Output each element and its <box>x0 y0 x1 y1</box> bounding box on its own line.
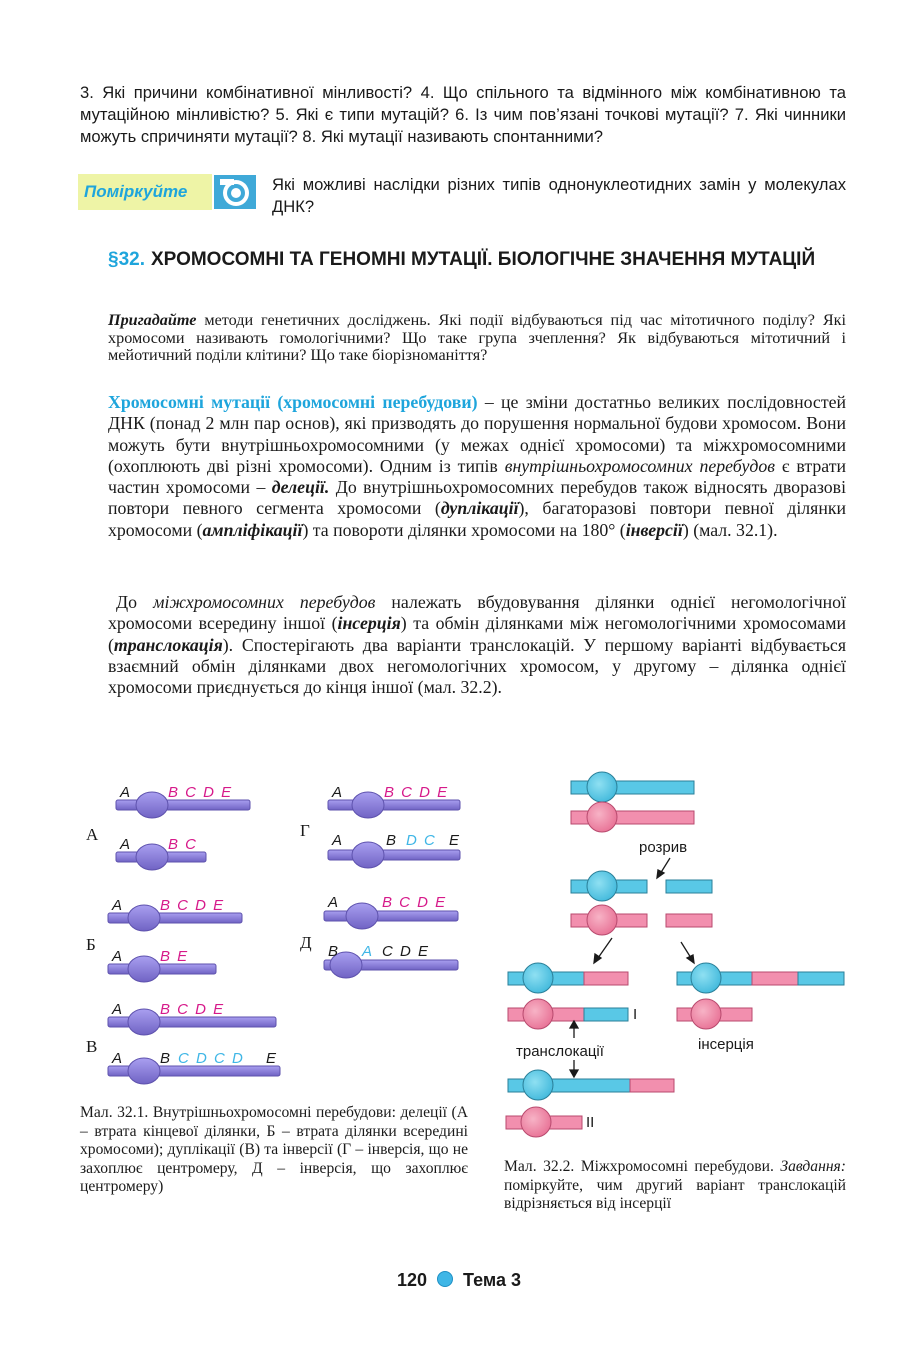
label-a: A <box>120 784 131 801</box>
p1-text-1: – це зміни достатньо великих послідовностей ДНК (понад 2 млн пар основ), які призводять до порушення нормальної будови хромосом. Вони можуть бути внутрішньохромосомними (у межах однієї хромосоми) та міжхромосомними (охоплюють дві різні хромосоми). Одним із типів <box>108 392 846 476</box>
label-inverted-a: A <box>362 943 373 960</box>
term-inversions: інверсії <box>625 519 683 540</box>
label-genes: B C D E <box>160 897 224 914</box>
caption-32-2 <box>504 1158 846 1214</box>
label-a: A <box>328 894 339 911</box>
page-number: 120 <box>396 1270 428 1290</box>
label-e: E <box>449 832 460 849</box>
p1-text-5: ) та повороти ділянки хромосоми на 180° ( <box>302 519 626 540</box>
caption-32-2-lead: Мал. 32.2. Міжхромосомні перебудови. <box>504 1158 781 1175</box>
label-genes: B C D E <box>168 784 232 801</box>
recall-lead: Пригадайте <box>108 311 197 329</box>
label-b: B <box>386 832 397 849</box>
label-genes: C D E <box>382 943 429 960</box>
panel-label-a: А <box>86 825 99 844</box>
p2-text-4: ). Спостерігають два варіанти транслокацій. У першому варіанті відбувається взаємний обмін ділянками двох негомологічних хромосом, у другому – ділянка однієї хромосоми приєднується до кінця іншої (мал. 32.2). <box>108 634 846 698</box>
label-variant-1: I <box>633 1006 638 1023</box>
label-genes: B C D E <box>384 784 448 801</box>
term-chromosomal-mutations: Хромосомні мутації (хромосомні перебудови) <box>108 392 478 412</box>
label-a: A <box>112 897 123 914</box>
p1-text-3: До внутрішньохромосомних перебудов також відносять дворазові повтори певного сегмента хромосоми ( <box>108 477 847 519</box>
recall-text: методи генетичних досліджень. Які події відбуваються під час мітотичного поділу? Які хромосоми називають гомологічними? Що таке група зчеплення? Як відбуваються мітотичний і мейотичний поділи клітини? Що таке біорізноманіття? <box>108 311 846 364</box>
label-break: розрив <box>639 839 688 856</box>
page-footer <box>0 1270 918 1291</box>
label-genes: B E <box>160 948 188 965</box>
caption-32-2-text: поміркуйте, чим другий варіант транслокацій відрізняється від інсерції <box>504 1176 846 1212</box>
label-a: A <box>112 1050 123 1067</box>
label-b: B <box>160 1050 171 1067</box>
label-translocations: транслокації <box>516 1043 604 1060</box>
label-a: A <box>332 784 343 801</box>
bullet-icon <box>437 1271 453 1287</box>
label-variant-2: II <box>586 1114 595 1131</box>
p2-italic-1: міжхромосомних перебудов <box>153 592 376 612</box>
label-inverted-genes: D C <box>406 832 435 849</box>
think-question: Які можливі наслідки різних типів однонуклеотидних замін у молекулах ДНК? <box>272 175 846 216</box>
term-amplifications: ампліфікації <box>202 519 303 540</box>
think-label: Поміркуйте <box>78 174 212 210</box>
label-a: A <box>120 836 131 853</box>
panel-label-g: Г <box>300 821 310 840</box>
label-genes: B C D E <box>382 894 446 911</box>
panel-label-v: В <box>86 1037 98 1056</box>
label-b: B <box>328 943 339 960</box>
label-genes: B C <box>168 836 197 853</box>
section-number: §32. <box>108 249 145 270</box>
caption-32-2-task: Завдання: <box>780 1158 846 1175</box>
p1-italic-1: внутрішньохромосомних перебудов <box>504 455 775 476</box>
label-e: E <box>266 1050 277 1067</box>
p2-text-2: належать вбудовування ділянки однієї негомологічної хромосоми всередину іншої ( <box>108 592 846 634</box>
section-title: ХРОМОСОМНІ ТА ГЕНОМНІ МУТАЦІЇ. БІОЛОГІЧНЕ ЗНАЧЕННЯ МУТАЦІЙ <box>150 249 816 270</box>
term-translocation: транслокація <box>113 634 223 655</box>
p1-text-6: ) (мал. 32.1). <box>682 519 778 540</box>
panel-label-d: Д <box>300 933 312 952</box>
label-insertion: інсерція <box>698 1036 754 1053</box>
caption-32-1: Мал. 32.1. Внутрішньохромосомні перебудови: делеції (А – втрата кінцевої ділянки, Б – втрата ділянки всередині хромосоми); дуплікації (В) та інверсії (Г – інверсія, що не захоплює центромеру, Д – інверсія, що захоплює центромеру) <box>80 1104 468 1195</box>
label-a: A <box>332 832 343 849</box>
label-duplicated-genes: C D C D <box>178 1050 243 1067</box>
topic-label: Тема 3 <box>463 1270 522 1290</box>
label-genes: B C D E <box>160 1001 224 1018</box>
p2-text-1: До <box>116 592 154 612</box>
p1-text-4: ), багаторазові повтори певної ділянки хромосоми ( <box>108 498 846 540</box>
review-questions: 3. Які причини комбінативної мінливості? 4. Що спільного та відмінного між комбінативною та мутаційною мінливістю? 5. Які є типи мутацій? 6. Із чим пов’язані точкові мутації? 7. Які чинники можуть спричиняти мутації? 8. Які мутації називають спонтанними? <box>80 83 846 146</box>
label-a: A <box>112 1001 123 1018</box>
p1-text-2: є втрати частин хромосоми – <box>108 455 846 498</box>
term-deletions: делеції. <box>271 477 330 498</box>
label-a: A <box>112 948 123 965</box>
term-duplications: дуплікації <box>440 498 519 519</box>
panel-label-b: Б <box>86 935 96 954</box>
p2-text-3: ) та обмін ділянками між негомологічними хромосомами ( <box>108 613 846 655</box>
term-insertion: інсерція <box>337 613 401 634</box>
